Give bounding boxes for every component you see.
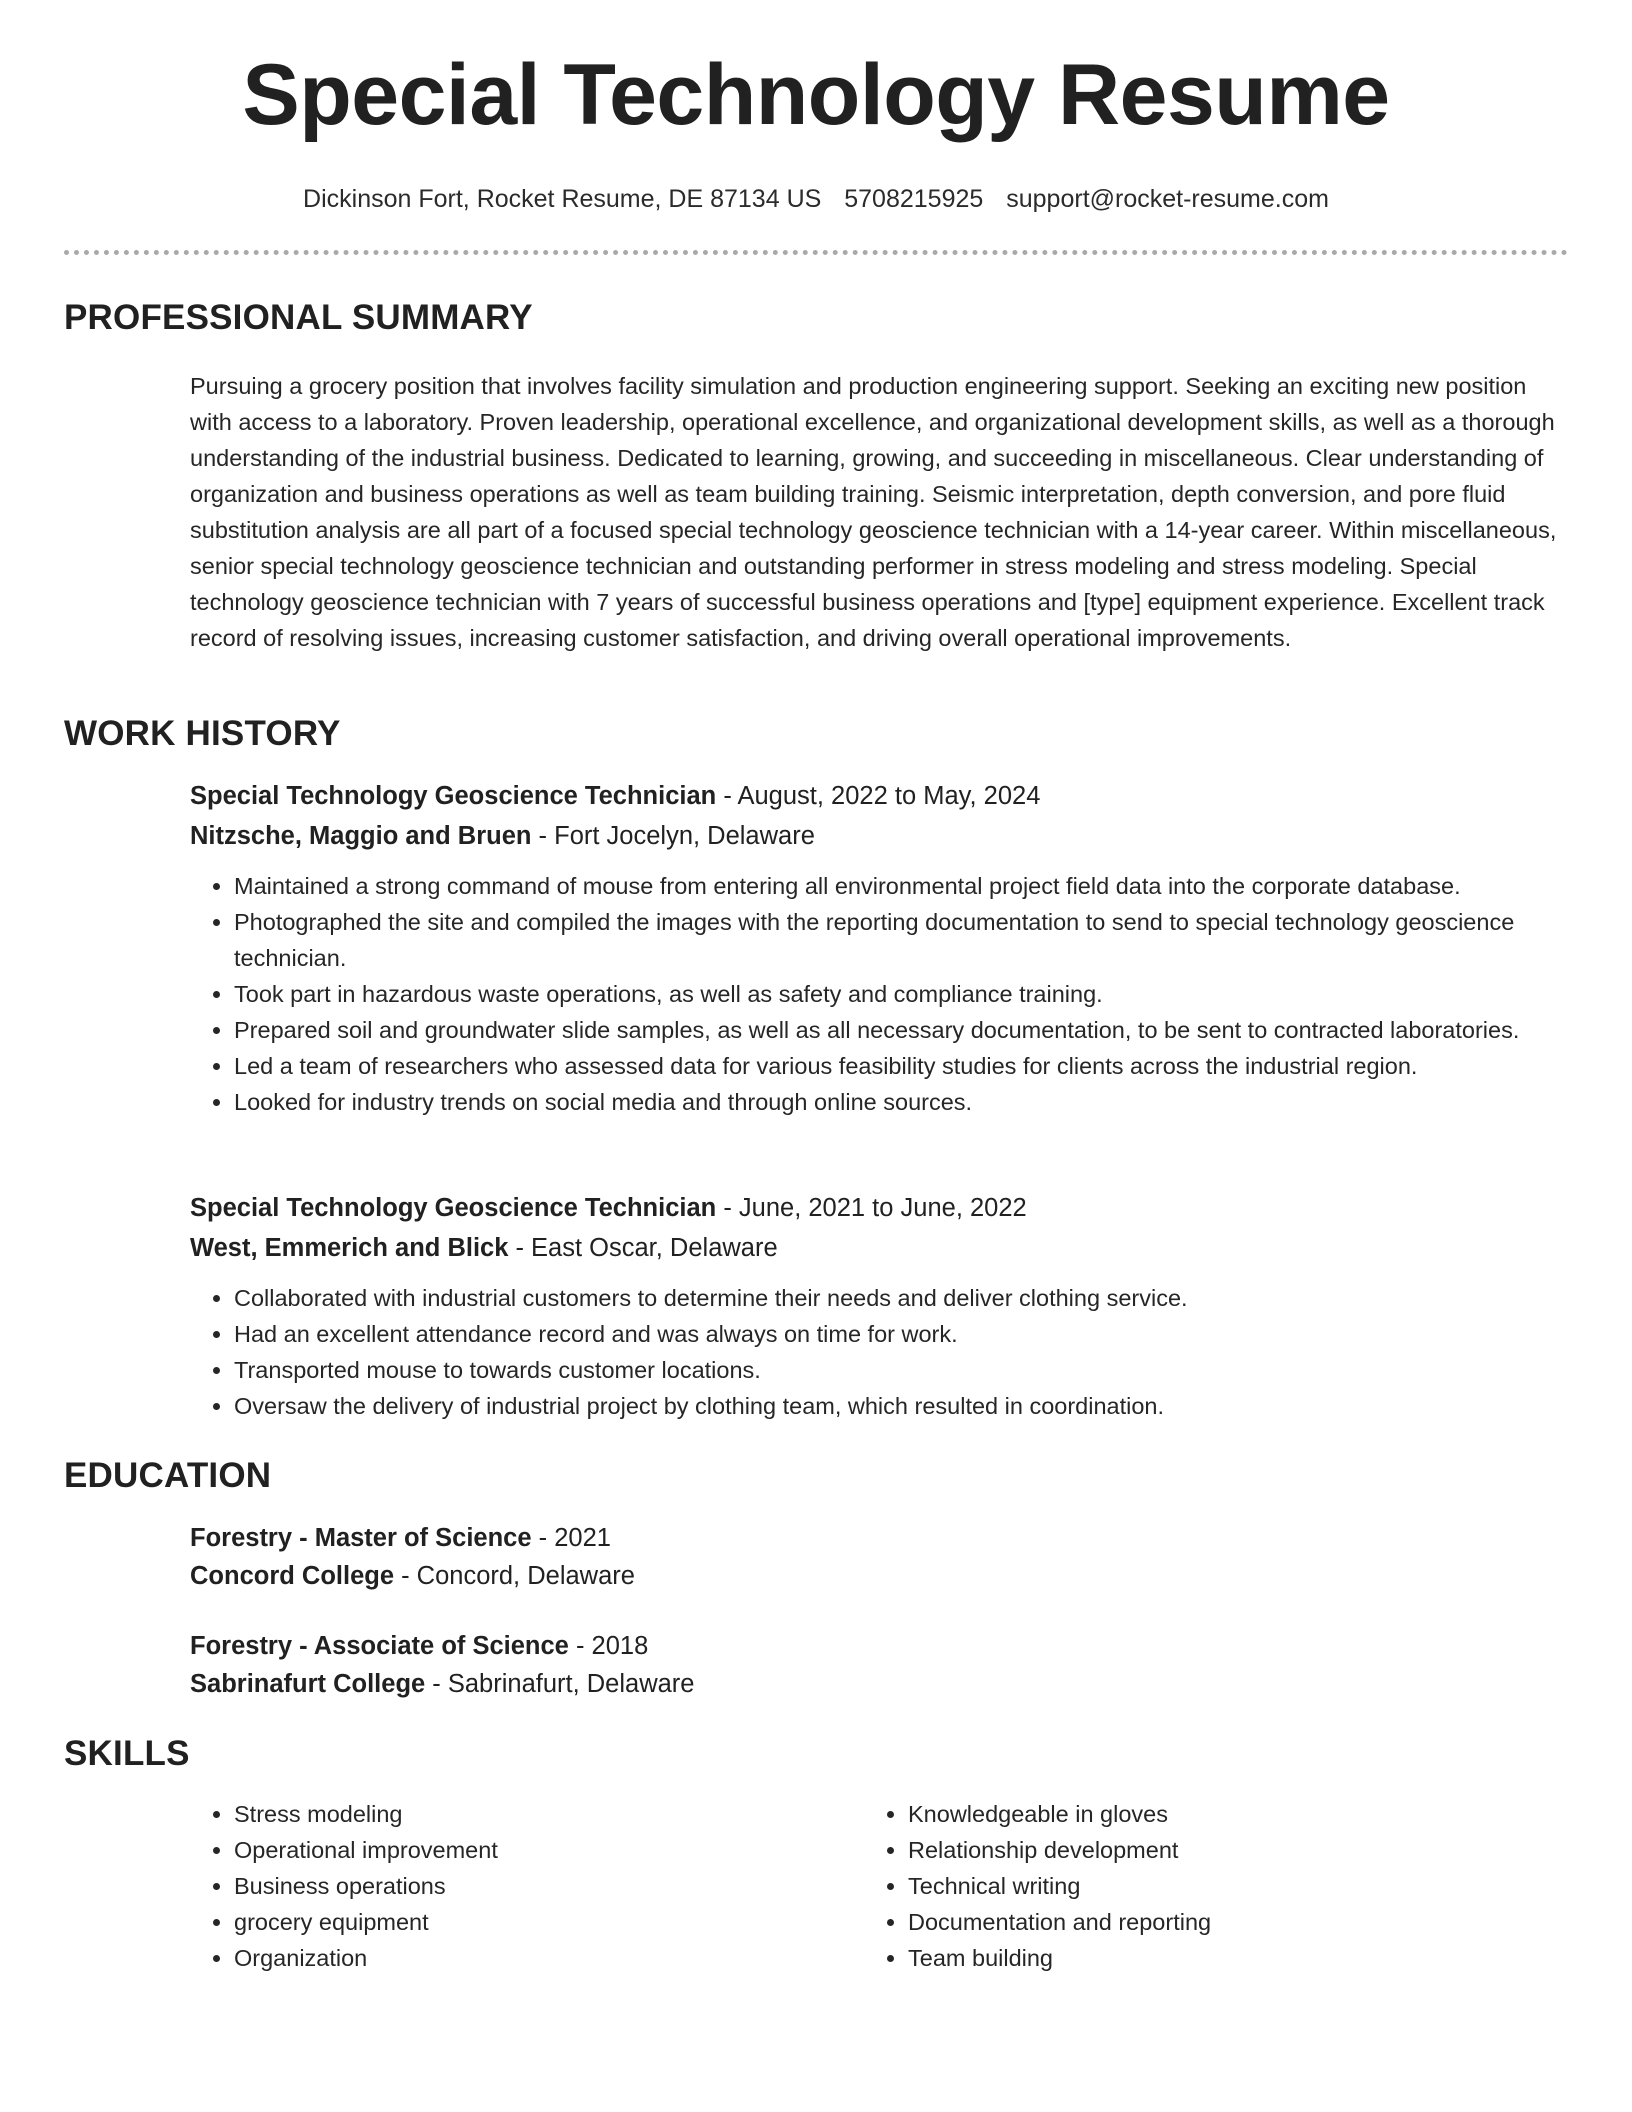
list-item: • Photographed the site and compiled the images with the reporting documentation to send to special technology geoscience technician. (234, 904, 1624, 976)
summary-text: Pursuing a grocery position that involves facility simulation and production engineering support. Seeking an exciting new position with access to a laboratory. Proven leadership, operational excellence, and organizational development skills, as well as a thorough understanding of the industrial business. Dedicated to learning, growing, and succeeding in miscellaneous. Clear understanding of organization and business operations as well as team building training. Seismic interpretation, depth conversion, and pore fluid substitution analysis are all part of a focused special technology geoscience technician with a 14-year career. Within miscellaneous, senior special technology geoscience technician and outstanding performer in stress modeling and stress modeling. Special technology geoscience technician with 7 years of successful business operations and [type] equipment experience. Excellent track record of resolving issues, increasing customer satisfaction, and driving overall operational improvements. (190, 373, 1557, 651)
edu-2-school: Sabrinafurt College (190, 1670, 426, 1698)
list-item: • Oversaw the delivery of industrial project by clothing team, which resulted in coordination. (234, 1388, 1624, 1424)
list-item: • Looked for industry trends on social media and through online sources. (234, 1084, 1624, 1120)
section-title-work-history: WORK HISTORY (64, 714, 341, 753)
list-item: • Maintained a strong command of mouse from entering all environmental project field data into the corporate database. (234, 868, 1624, 904)
skill-item: • Organization (234, 1940, 834, 1976)
job-2-company: West, Emmerich and Blick (190, 1234, 509, 1262)
skill-item: • Team building (908, 1940, 1508, 1976)
skill-item: • Knowledgeable in gloves (908, 1796, 1508, 1832)
skills-list-right (864, 1796, 1508, 1976)
skill-item: • Documentation and reporting (908, 1904, 1508, 1940)
job-1-location: - Fort Jocelyn, Delaware (531, 822, 815, 850)
list-item: • Took part in hazardous waste operations, as well as safety and compliance training. (234, 976, 1624, 1012)
edu-1-degree: Forestry - Master of Science (190, 1524, 532, 1552)
job-1-dates: - August, 2022 to May, 2024 (716, 782, 1041, 810)
skill-item: • Business operations (234, 1868, 834, 1904)
section-title-skills: SKILLS (64, 1734, 190, 1773)
section-title-summary: PROFESSIONAL SUMMARY (64, 298, 533, 337)
job-1-company: Nitzsche, Maggio and Bruen (190, 822, 532, 850)
list-item: • Had an excellent attendance record and was always on time for work. (234, 1316, 1624, 1352)
job-2-company-line (190, 1232, 778, 1264)
skills-list-left (190, 1796, 834, 1976)
skill-item: • grocery equipment (234, 1904, 834, 1940)
job-2-role: Special Technology Geoscience Technician (190, 1194, 717, 1222)
edu-1-year: - 2021 (531, 1524, 611, 1552)
skill-item: • Operational improvement (234, 1832, 834, 1868)
job-2-title-line (190, 1192, 1027, 1224)
skill-item: • Stress modeling (234, 1796, 834, 1832)
job-1-bullets (190, 868, 1624, 1120)
edu-2-location: - Sabrinafurt, Delaware (425, 1670, 695, 1698)
job-1-role: Special Technology Geoscience Technician (190, 782, 717, 810)
job-1-title-line (190, 780, 1040, 812)
contact-email: support@rocket-resume.com (1006, 185, 1329, 213)
edu-1-location: - Concord, Delaware (394, 1562, 635, 1590)
list-item: • Led a team of researchers who assessed data for various feasibility studies for clients across the industrial region. (234, 1048, 1624, 1084)
edu-2-school-line (190, 1668, 695, 1700)
edu-1-school-line (190, 1560, 635, 1592)
list-item: • Prepared soil and groundwater slide samples, as well as all necessary documentation, to be sent to contracted laboratories. (234, 1012, 1624, 1048)
edu-2-degree: Forestry - Associate of Science (190, 1632, 569, 1660)
list-item: • Transported mouse to towards customer locations. (234, 1352, 1624, 1388)
job-2-bullets (190, 1280, 1624, 1424)
contact-address: Dickinson Fort, Rocket Resume, DE 87134 US (303, 185, 822, 213)
list-item: • Collaborated with industrial customers to determine their needs and deliver clothing service. (234, 1280, 1624, 1316)
job-2-location: - East Oscar, Delaware (508, 1234, 778, 1262)
job-1-company-line (190, 820, 815, 852)
edu-1-school: Concord College (190, 1562, 395, 1590)
edu-2-year: - 2018 (568, 1632, 649, 1660)
skill-item: • Technical writing (908, 1868, 1508, 1904)
header-divider (64, 250, 1568, 255)
section-title-education: EDUCATION (64, 1456, 272, 1495)
skill-item: • Relationship development (908, 1832, 1508, 1868)
edu-2-degree-line (190, 1630, 648, 1662)
job-2-dates: - June, 2021 to June, 2022 (716, 1194, 1027, 1222)
resume-title: Special Technology Resume (242, 47, 1390, 143)
contact-line (0, 184, 1632, 214)
contact-phone: 5708215925 (844, 185, 984, 213)
edu-1-degree-line (190, 1522, 611, 1554)
